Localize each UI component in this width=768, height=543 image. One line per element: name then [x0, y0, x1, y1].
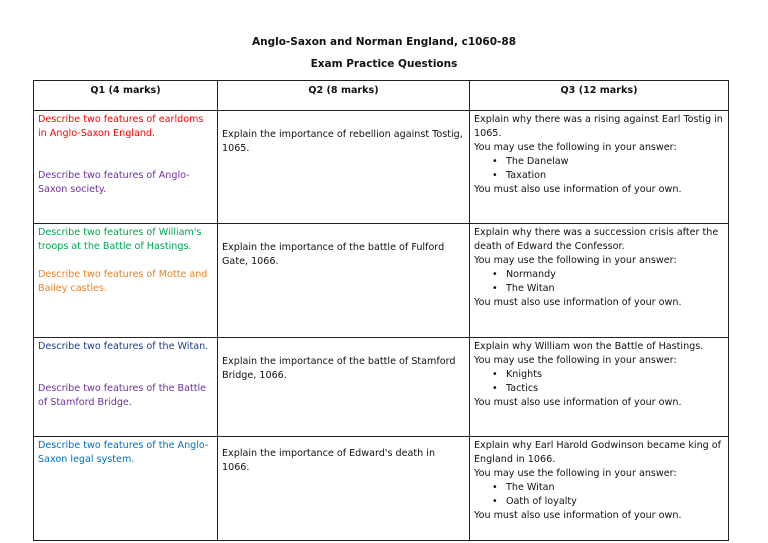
- q1-question: Describe two features of William's troops at the Battle of Hastings.: [38, 227, 202, 252]
- table-row: [34, 111, 729, 224]
- q2-cell: [218, 224, 470, 338]
- q1-cell: [34, 437, 218, 541]
- q3-bullet: [474, 282, 724, 296]
- document-title: Anglo-Saxon and Norman England, c1060-88: [251, 36, 517, 48]
- q1-question: Describe two features of Anglo-Saxon society.: [38, 170, 190, 195]
- q3-cell: [470, 338, 729, 437]
- q2-question: Explain the importance of rebellion against Tostig, 1065.: [222, 129, 463, 154]
- q2-question: Explain the importance of the battle of Fulford Gate, 1066.: [222, 242, 445, 267]
- q3-cell: [470, 437, 729, 541]
- header-q3: Q3 (12 marks): [470, 81, 729, 111]
- q3-lead: You may use the following in your answer:: [474, 355, 677, 366]
- q3-bullet: [474, 495, 724, 509]
- q2-cell: [218, 338, 470, 437]
- header-q1: Q1 (4 marks): [34, 81, 218, 111]
- q1-question: Describe two features of the Battle of Stamford Bridge.: [38, 383, 207, 408]
- q2-question: Explain the importance of Edward's death in 1066.: [222, 448, 436, 473]
- q3-cell: [470, 224, 729, 338]
- bullet-text: Oath of loyalty: [506, 496, 577, 507]
- bullet-icon: •: [492, 283, 498, 294]
- bullet-text: The Witan: [506, 283, 555, 294]
- q3-outro: You must also use information of your own.: [474, 297, 682, 308]
- table-row: [34, 437, 729, 541]
- q3-bullet: [474, 155, 724, 169]
- q3-bullet: [474, 382, 724, 396]
- bullet-icon: •: [492, 269, 498, 280]
- bullet-text: The Danelaw: [506, 156, 569, 167]
- bullet-icon: •: [492, 170, 498, 181]
- q3-cell: [470, 111, 729, 224]
- q1-question: Describe two features of Motte and Bailey castles.: [38, 269, 208, 294]
- document-subtitle: Exam Practice Questions: [310, 58, 458, 70]
- bullet-icon: •: [492, 156, 498, 167]
- bullet-text: Normandy: [506, 269, 556, 280]
- bullet-text: The Witan: [506, 482, 555, 493]
- table-row: [34, 224, 729, 338]
- q1-question: Describe two features of earldoms in Anglo-Saxon England.: [38, 114, 204, 139]
- q3-lead: You may use the following in your answer:: [474, 255, 677, 266]
- bullet-text: Taxation: [506, 170, 547, 181]
- header-q2: Q2 (8 marks): [218, 81, 470, 111]
- q3-lead: You may use the following in your answer:: [474, 468, 677, 479]
- q2-question: Explain the importance of the battle of Stamford Bridge, 1066.: [222, 356, 456, 381]
- q3-lead: You may use the following in your answer:: [474, 142, 677, 153]
- q3-question: Explain why there was a rising against Earl Tostig in 1065.: [474, 114, 723, 139]
- q3-question: Explain why William won the Battle of Hastings.: [474, 341, 704, 352]
- q3-question: Explain why there was a succession crisis after the death of Edward the Confessor.: [474, 227, 719, 252]
- header-row: [34, 81, 729, 111]
- q2-cell: [218, 437, 470, 541]
- q2-cell: [218, 111, 470, 224]
- q3-bullet: [474, 368, 724, 382]
- bullet-text: Knights: [506, 369, 542, 380]
- bullet-text: Tactics: [506, 383, 539, 394]
- q1-question: Describe two features of the Witan.: [38, 341, 209, 352]
- bullet-icon: •: [492, 383, 498, 394]
- questions-table: [33, 80, 729, 541]
- q1-cell: [34, 224, 218, 338]
- q3-bullet: [474, 268, 724, 282]
- q3-outro: You must also use information of your own.: [474, 397, 682, 408]
- q3-question: Explain why Earl Harold Godwinson became king of England in 1066.: [474, 440, 722, 465]
- bullet-icon: •: [492, 482, 498, 493]
- q1-question: Describe two features of the Anglo-Saxon legal system.: [38, 440, 209, 465]
- q3-bullet: [474, 481, 724, 495]
- bullet-icon: •: [492, 496, 498, 507]
- q1-cell: [34, 111, 218, 224]
- table-row: [34, 338, 729, 437]
- bullet-icon: •: [492, 369, 498, 380]
- q3-outro: You must also use information of your own.: [474, 184, 682, 195]
- q1-cell: [34, 338, 218, 437]
- q3-outro: You must also use information of your own.: [474, 510, 682, 521]
- q3-bullet: [474, 169, 724, 183]
